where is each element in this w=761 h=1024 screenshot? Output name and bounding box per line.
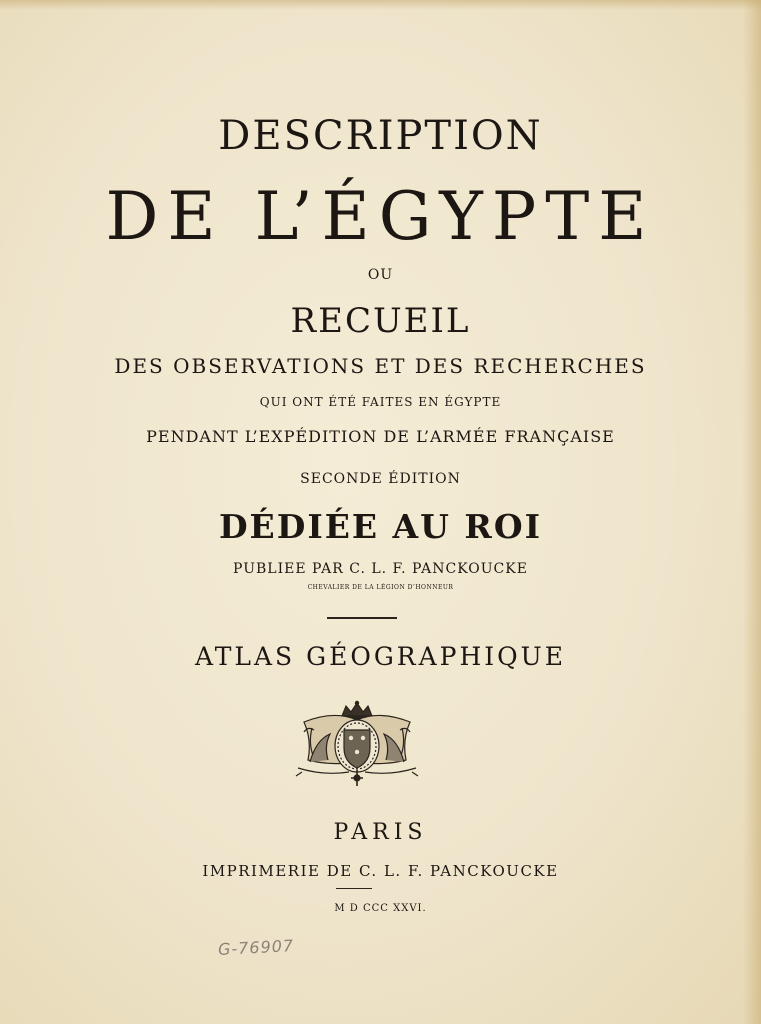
subtitle-faites: QUI ONT ÉTÉ FAITES EN ÉGYPTE (259, 395, 502, 409)
volume-title: ATLAS GÉOGRAPHIQUE (195, 642, 566, 671)
printer: IMPRIMERIE DE C. L. F. PANCKOUCKE (202, 862, 559, 880)
year-roman: M D CCC XXVI. (334, 903, 427, 914)
title-description: DESCRIPTION (218, 113, 543, 159)
divider-rule (327, 617, 397, 619)
place-paris: PARIS (333, 820, 428, 845)
subtitle-observations: DES OBSERVATIONS ET DES RECHERCHES (114, 354, 647, 378)
edition-label: SECONDE ÉDITION (300, 471, 461, 487)
dedication: DÉDIÉE AU ROI (218, 507, 543, 546)
page-top-edge (0, 0, 761, 10)
title-ou: OU (367, 267, 394, 283)
title-recueil: RECUEIL (290, 301, 471, 341)
publisher-honour: CHEVALIER DE LA LÉGION D’HONNEUR (307, 584, 454, 591)
handwritten-shelfmark: G-76907 (217, 936, 295, 959)
royal-coat-of-arms-icon (294, 700, 420, 792)
subtitle-expedition: PENDANT L’EXPÉDITION DE L’ARMÉE FRANÇAISE (146, 427, 615, 446)
publisher: PUBLIEE PAR C. L. F. PANCKOUCKE (233, 561, 528, 577)
title-egypte: DE L’ÉGYPTE (105, 178, 656, 255)
small-divider-rule (336, 888, 372, 889)
